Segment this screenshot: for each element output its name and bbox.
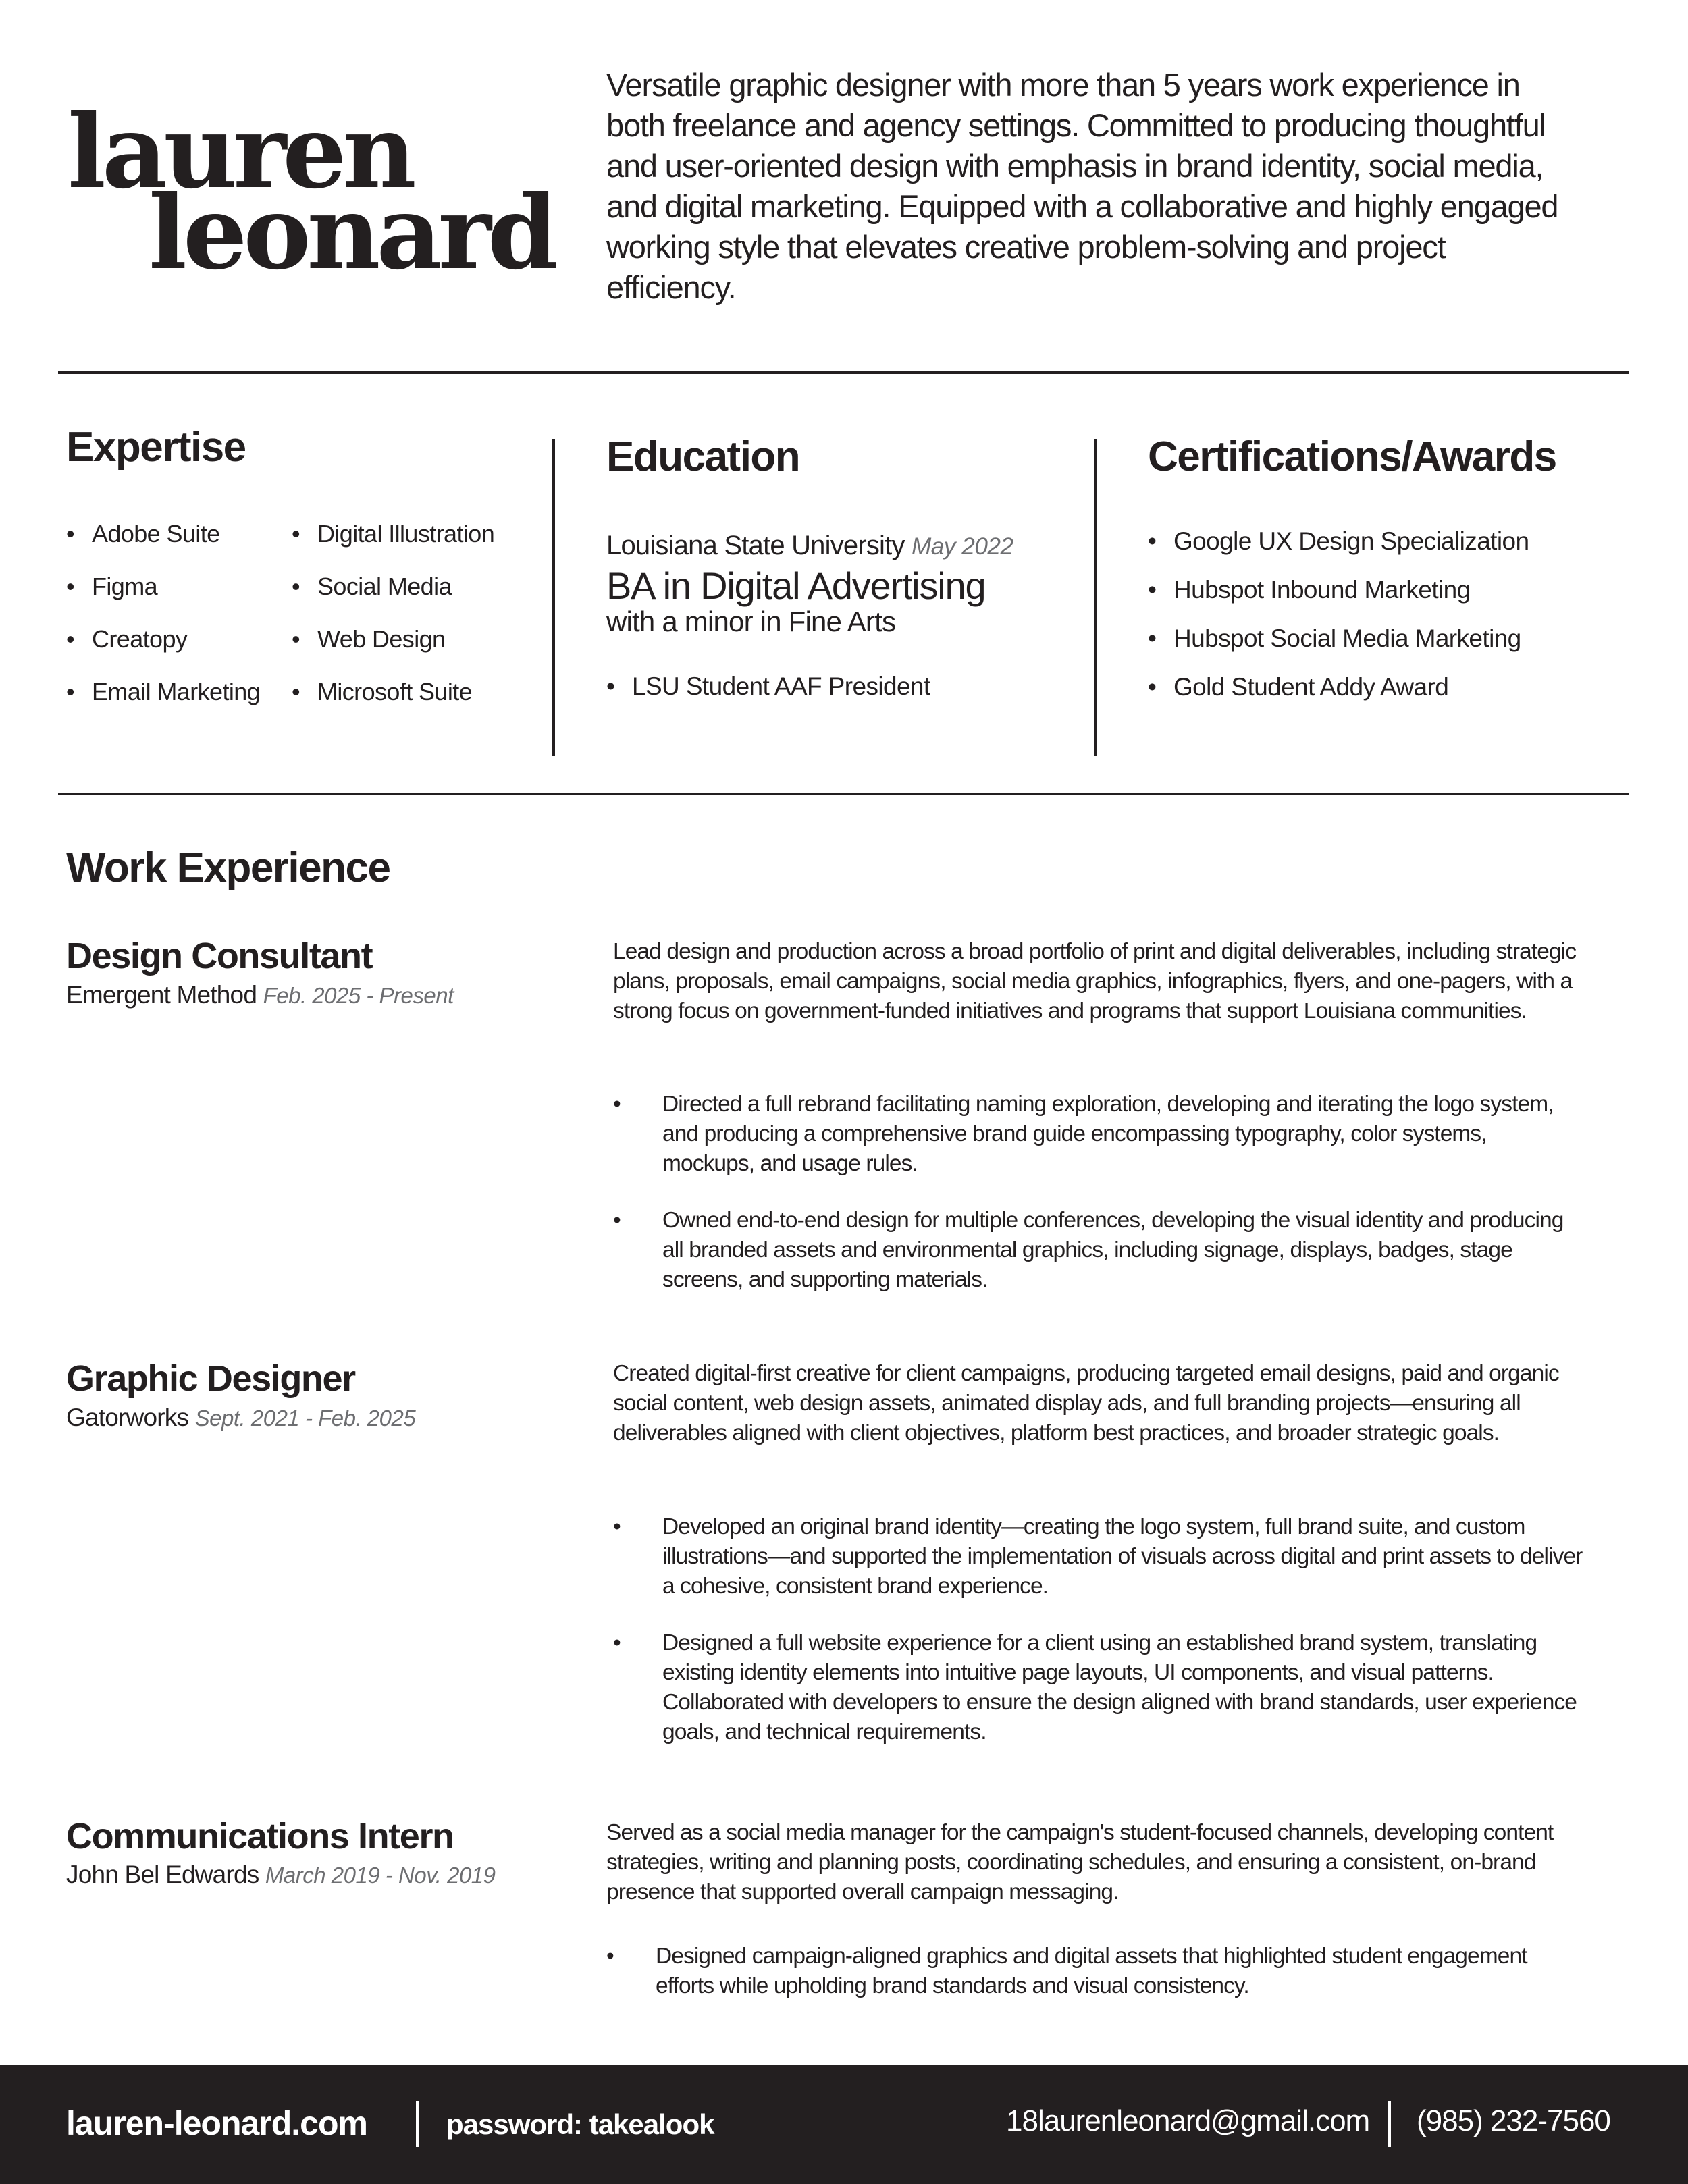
- education-degree: BA in Digital Advertising: [606, 564, 986, 607]
- job-bullets: [606, 1942, 1565, 2028]
- list-item: • Social Media: [292, 575, 535, 627]
- portfolio-password: password: takealook: [446, 2108, 714, 2140]
- education-list: [606, 674, 1079, 722]
- education-school: [606, 531, 1079, 561]
- list-item: • Microsoft Suite: [292, 680, 535, 733]
- job-company: [66, 1404, 593, 1432]
- list-item: • Directed a full rebrand facilitating naming exploration, developing and iterating the logo system, and producing a comprehensive brand guide encompassing typography, color systems, mockups, and usage rules.: [613, 1090, 1579, 1179]
- professional-summary: Versatile graphic designer with more than 5 years work experience in both freelance and agency settings. Committed to producing thoughtful and user-oriented design with emphasis in brand identity, social media, and digital marketing. Equipped with a collaborative and highly engaged working style that elevates creative problem-solving and project efficiency.: [606, 67, 1558, 305]
- list-item: • Designed campaign-aligned graphics and digital assets that highlighted student engagement efforts while upholding brand standards and visual consistency.: [606, 1942, 1565, 2001]
- company-name: Emergent Method: [66, 981, 257, 1009]
- expertise-list-col2: [292, 522, 535, 733]
- job-dates: Sept. 2021 - Feb. 2025: [194, 1406, 416, 1431]
- list-item: • Gold Student Addy Award: [1148, 674, 1620, 723]
- list-item: • Google UX Design Specialization: [1148, 529, 1620, 577]
- email-link[interactable]: 18laurenleonard@gmail.com: [1006, 2104, 1370, 2137]
- job-title: Graphic Designer: [66, 1358, 355, 1399]
- list-item: • Hubspot Social Media Marketing: [1148, 626, 1620, 674]
- job-description: Served as a social media manager for the campaign's student-focused channels, developing content strategies, writing and planning posts, coordinating schedules, and ensuring a consistent, on-brand presence that supported overall campaign messaging.: [606, 1820, 1554, 1905]
- list-item: • LSU Student AAF President: [606, 674, 1079, 722]
- job-bullets: [613, 1512, 1585, 1774]
- section-divider: [58, 793, 1629, 795]
- logo-last-name: leonard: [149, 174, 554, 292]
- list-item: • Owned end-to-end design for multiple conferences, developing the visual identity and producing all branded assets and environmental graphics, including signage, displays, badges, stage screens, and supporting materials.: [613, 1206, 1579, 1295]
- education-heading: Education: [606, 433, 800, 480]
- job-title: Communications Intern: [66, 1816, 454, 1857]
- column-divider: [552, 439, 555, 756]
- job-title: Design Consultant: [66, 936, 373, 976]
- contact-footer: [0, 2065, 1688, 2184]
- company-name: John Bel Edwards: [66, 1861, 259, 1888]
- list-item: • Email Marketing: [66, 680, 282, 733]
- job-description: Lead design and production across a broad portfolio of print and digital deliverables, including strategic plans, proposals, email campaigns, social media graphics, infographics, flyers, and one-pagers, with a strong focus on government-funded initiatives and programs that support Louisiana communities.: [613, 939, 1577, 1023]
- job-description: Created digital-first creative for client campaigns, producing targeted email designs, paid and organic social content, web design assets, animated display ads, and full branding projects—ensuring all deliverables aligned with client objectives, platform best practices, and broader strategic goals.: [613, 1361, 1559, 1445]
- list-item: • Digital Illustration: [292, 522, 535, 575]
- school-name: Louisiana State University: [606, 531, 905, 560]
- list-item: • Creatopy: [66, 627, 282, 680]
- list-item: • Hubspot Inbound Marketing: [1148, 577, 1620, 626]
- header-divider: [58, 371, 1629, 374]
- graduation-date: May 2022: [912, 533, 1013, 560]
- footer-separator: [416, 2101, 419, 2147]
- phone-number[interactable]: (985) 232-7560: [1417, 2104, 1610, 2137]
- list-item: • Web Design: [292, 627, 535, 680]
- certifications-heading: Certifications/Awards: [1148, 433, 1556, 480]
- list-item: • Developed an original brand identity—creating the logo system, full brand suite, and custom illustrations—and supported the implementation of visuals across digital and print assets to deliver a cohesive, consistent brand experience.: [613, 1512, 1585, 1601]
- company-name: Gatorworks: [66, 1404, 189, 1431]
- education-minor: with a minor in Fine Arts: [606, 606, 896, 637]
- job-bullets: [613, 1090, 1579, 1322]
- footer-separator: [1388, 2101, 1391, 2147]
- expertise-list-col1: [66, 522, 282, 733]
- certifications-list: [1148, 529, 1620, 723]
- work-experience-heading: Work Experience: [66, 845, 390, 891]
- list-item: • Designed a full website experience for a client using an established brand system, translating existing identity elements into intuitive page layouts, UI components, and visual patterns. Collaborated with developers to ensure the design aligned with brand standards, user experience goals, and technical requirements.: [613, 1628, 1585, 1747]
- name-logo: [68, 92, 554, 304]
- expertise-heading: Expertise: [66, 424, 246, 471]
- job-company: [66, 1861, 593, 1889]
- logo-first-name: lauren: [68, 92, 413, 211]
- list-item: • Figma: [66, 575, 282, 627]
- job-company: [66, 981, 593, 1009]
- job-dates: Feb. 2025 - Present: [263, 983, 454, 1008]
- column-divider: [1094, 439, 1097, 756]
- list-item: • Adobe Suite: [66, 522, 282, 575]
- job-dates: March 2019 - Nov. 2019: [265, 1863, 496, 1888]
- website-link[interactable]: lauren-leonard.com: [66, 2104, 367, 2142]
